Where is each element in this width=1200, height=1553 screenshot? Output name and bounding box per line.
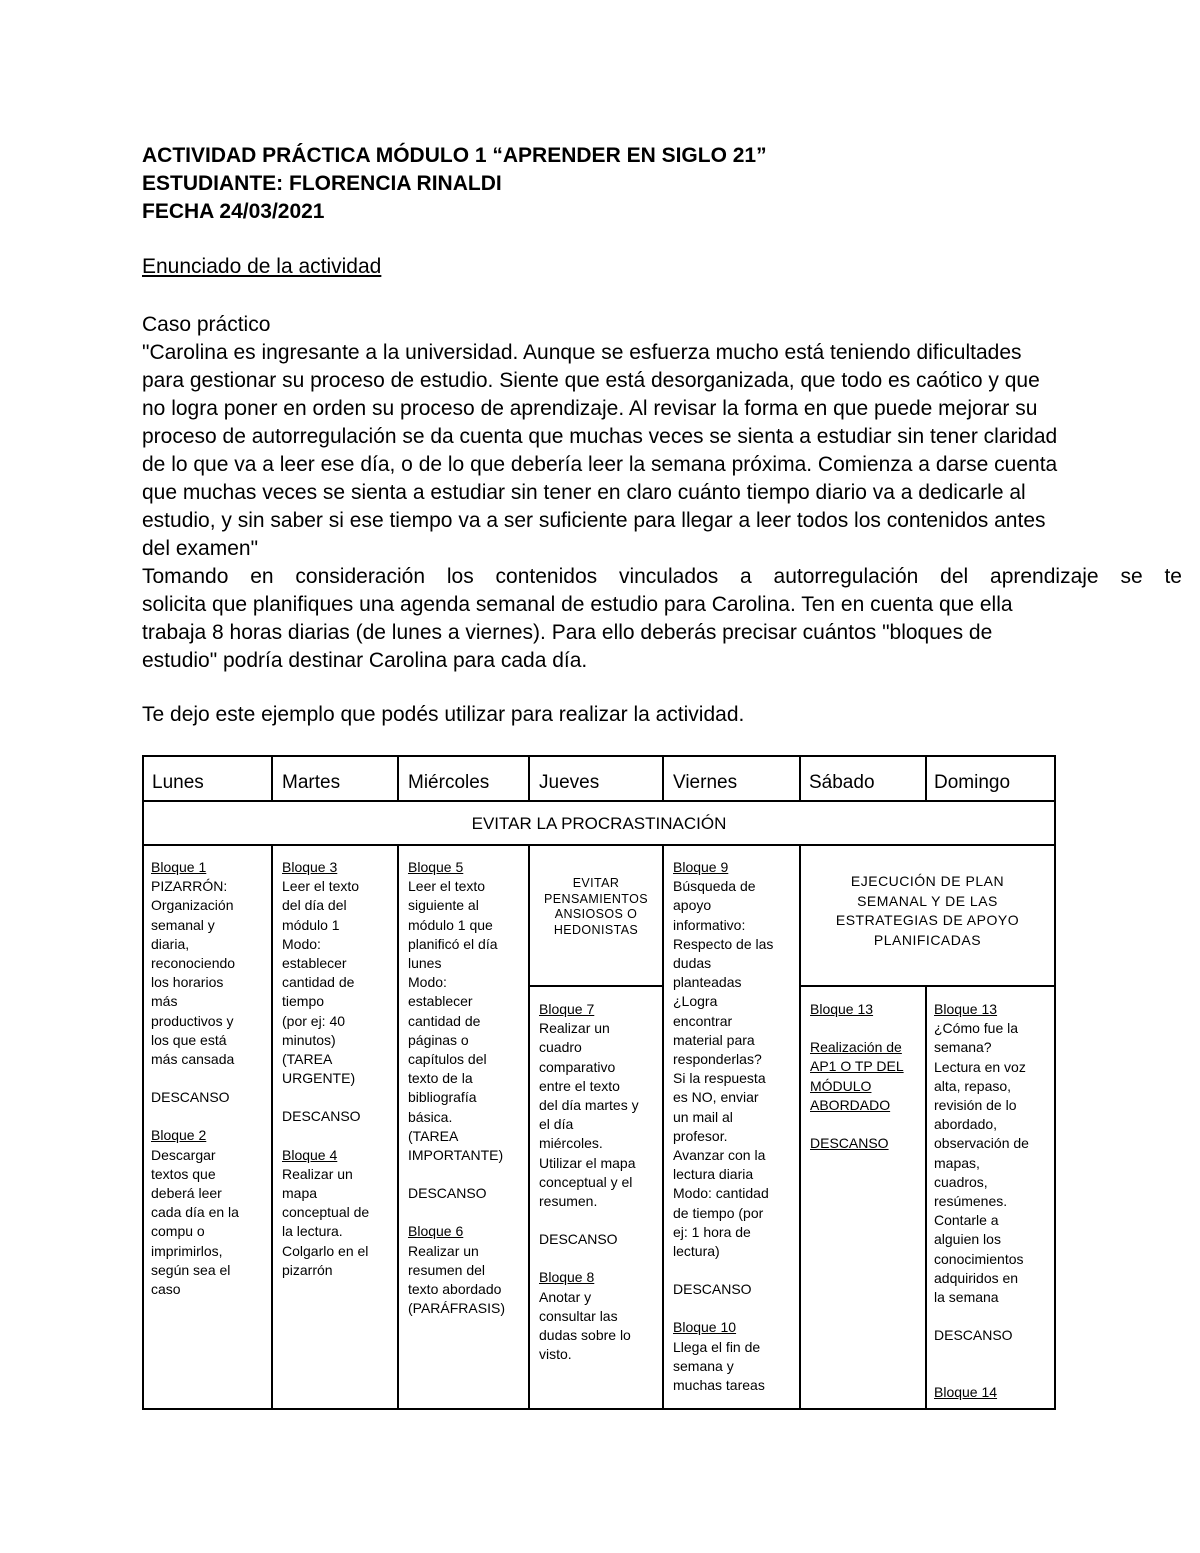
cell-line: capítulos del — [408, 1051, 487, 1068]
cell-line: un mail al — [673, 1108, 733, 1125]
cell-line: revisión de lo — [934, 1097, 1017, 1114]
cell-line: (TAREA — [282, 1051, 333, 1068]
cell-line: IMPORTANTE) — [408, 1147, 504, 1164]
case-title: Caso práctico — [142, 313, 271, 336]
day-header-miercoles: Miércoles — [408, 772, 490, 793]
cell-line: conocimientos — [934, 1250, 1024, 1267]
cell-line: reconociendo — [151, 955, 236, 972]
jueves-top-cell — [530, 876, 662, 938]
cell-line: planteadas — [673, 974, 742, 991]
cell-line: dudas — [673, 955, 712, 972]
cell-line: resumen del — [408, 1261, 486, 1278]
cell-line: URGENTE) — [282, 1070, 356, 1087]
cell-line: bibliografía — [408, 1089, 477, 1106]
cell-line: lectura) — [673, 1243, 720, 1260]
column-divider — [397, 757, 399, 1408]
descanso-label: DESCANSO — [673, 1281, 752, 1298]
cell-line: resúmenes. — [934, 1193, 1008, 1210]
cell-line: la semana — [934, 1289, 999, 1306]
cell-line: MÓDULO — [810, 1077, 872, 1094]
cell-line: cantidad de — [282, 974, 355, 991]
cell-line: más — [151, 993, 178, 1010]
enunciado-heading: Enunciado de la actividad — [142, 255, 382, 278]
quote-line: del examen" — [142, 537, 259, 560]
cell-line: (por ej: 40 — [282, 1012, 346, 1029]
cell-line: EJECUCIÓN DE PLAN — [850, 873, 1005, 889]
cell-line: alguien los — [934, 1231, 1001, 1248]
day-header-lunes: Lunes — [152, 772, 204, 793]
cell-line: Organización — [151, 897, 234, 914]
cell-line: del día del — [282, 897, 347, 914]
block-title: Bloque 7 — [539, 1001, 595, 1017]
block-title: Bloque 8 — [539, 1269, 595, 1286]
cell-line: ABORDADO — [810, 1096, 891, 1113]
quote-line: de lo que va a leer ese día, o de lo que debería leer la semana próxima. Comienza a darse cuenta — [142, 453, 1058, 476]
cell-line: los horarios — [151, 974, 224, 991]
cell-line: Anotar y — [539, 1288, 592, 1305]
ejemplo-text: Te dejo este ejemplo que podés utilizar para realizar la actividad. — [142, 703, 745, 726]
block-title: Bloque 4 — [282, 1146, 338, 1163]
cell-line: el día — [539, 1116, 574, 1133]
descanso-label: DESCANSO — [282, 1108, 361, 1125]
cell-line: lunes — [408, 955, 442, 972]
cell-line: ¿Logra — [673, 993, 718, 1010]
cell-line: material para — [673, 1031, 755, 1048]
cell-line: Modo: — [408, 974, 447, 991]
sabado-cell — [810, 1000, 922, 1153]
descanso-label: DESCANSO — [539, 1231, 618, 1248]
cell-line: deberá leer — [151, 1185, 222, 1202]
cell-line: PENSAMIENTOS — [544, 891, 648, 906]
cell-line: módulo 1 que — [408, 916, 493, 933]
student-name: ESTUDIANTE: FLORENCIA RINALDI — [142, 172, 502, 195]
cell-line: siguiente al — [408, 897, 479, 914]
cell-line: abordado, — [934, 1116, 998, 1133]
block-title: Bloque 10 — [673, 1319, 737, 1336]
quote-line: para gestionar su proceso de estudio. Siente que está desorganizada, que todo es caótico y que — [142, 369, 1040, 392]
cell-line: tiempo — [282, 993, 325, 1010]
cell-line: observación de — [934, 1135, 1029, 1152]
cell-line: comparativo — [539, 1058, 616, 1075]
cell-line: básica. — [408, 1108, 453, 1125]
cell-line: semana? — [934, 1039, 992, 1056]
procrastination-banner: EVITAR LA PROCRASTINACIÓN — [471, 814, 727, 833]
cell-line: cuadro — [539, 1039, 582, 1056]
case-study — [142, 311, 1182, 675]
task-line: estudio" podría destinar Carolina para cada día. — [142, 649, 588, 672]
cell-line: cantidad de — [408, 1012, 481, 1029]
document-title: ACTIVIDAD PRÁCTICA MÓDULO 1 “APRENDER EN SIGLO 21” — [142, 144, 767, 167]
cell-line: texto abordado — [408, 1281, 502, 1298]
cell-line: dudas sobre lo — [539, 1327, 631, 1344]
cell-line: Utilizar el mapa — [539, 1154, 636, 1171]
cell-line: semanal y — [151, 916, 215, 933]
cell-line: adquiridos en — [934, 1269, 1019, 1286]
miercoles-cell — [408, 858, 526, 1318]
cell-line: de tiempo (por — [673, 1204, 764, 1221]
cell-line: lectura diaria — [673, 1166, 754, 1183]
cell-line: diaria, — [151, 935, 190, 952]
cell-line: minutos) — [282, 1031, 336, 1048]
cell-line: más cansada — [151, 1051, 235, 1068]
block-title: Bloque 5 — [408, 859, 464, 875]
row-divider — [799, 985, 1054, 987]
cell-line: texto de la — [408, 1070, 473, 1087]
descanso-label: DESCANSO — [151, 1089, 230, 1106]
cell-line: conceptual y el — [539, 1173, 633, 1190]
cell-line: textos que — [151, 1165, 216, 1182]
cell-line: Realizar un — [539, 1020, 610, 1037]
cell-line: planificó el día — [408, 935, 498, 952]
cell-line: responderlas? — [673, 1051, 762, 1068]
column-divider — [271, 757, 273, 1408]
cell-line: profesor. — [673, 1127, 728, 1144]
cell-line: miércoles. — [539, 1135, 603, 1152]
cell-line: alta, repaso, — [934, 1077, 1012, 1094]
block-title: Bloque 6 — [408, 1223, 464, 1240]
cell-line: del día martes y — [539, 1097, 639, 1114]
block-title: Bloque 9 — [673, 859, 729, 875]
cell-line: establecer — [282, 955, 347, 972]
viernes-cell — [673, 858, 797, 1395]
block-title: Bloque 3 — [282, 859, 338, 875]
cell-line: Realización de — [810, 1039, 902, 1056]
cell-line: SEMANAL Y DE LAS — [857, 892, 998, 909]
cell-line: Búsqueda de — [673, 878, 756, 895]
quote-line: estudio, y sin saber si ese tiempo va a ser suficiente para llegar a leer todos los contenidos antes — [142, 509, 1046, 532]
cell-line: pizarrón — [282, 1261, 333, 1278]
cell-line: productivos y — [151, 1012, 234, 1029]
weekend-plan-header — [801, 872, 1054, 950]
cell-line: compu o — [151, 1223, 205, 1240]
cell-line: Leer el texto — [282, 878, 360, 895]
column-divider — [662, 757, 664, 1408]
column-divider — [528, 757, 530, 1408]
cell-line: ESTRATEGIAS DE APOYO — [835, 912, 1020, 928]
block-title: Bloque 13 — [810, 1001, 874, 1017]
cell-line: conceptual de — [282, 1204, 370, 1221]
cell-line: Contarle a — [934, 1212, 999, 1229]
cell-line: según sea el — [151, 1261, 231, 1278]
weekly-schedule-table — [142, 755, 1056, 1410]
cell-line: visto. — [539, 1346, 572, 1363]
day-header-sabado: Sábado — [809, 772, 875, 793]
descanso-label: DESCANSO — [408, 1185, 487, 1202]
cell-line: la lectura. — [282, 1223, 343, 1240]
lunes-cell — [151, 858, 269, 1299]
cell-line: HEDONISTAS — [553, 922, 639, 937]
block-title: Bloque 14 — [934, 1384, 998, 1401]
jueves-cell — [539, 1000, 661, 1364]
day-header-domingo: Domingo — [934, 772, 1011, 793]
cell-line: Colgarlo en el — [282, 1242, 369, 1259]
cell-line: ¿Cómo fue la — [934, 1020, 1019, 1037]
cell-line: encontrar — [673, 1012, 733, 1029]
cell-line: Avanzar con la — [673, 1147, 766, 1164]
domingo-cell — [934, 1000, 1052, 1403]
block-title: Bloque 13 — [934, 1001, 998, 1017]
cell-line: Si la respuesta — [673, 1070, 766, 1087]
quote-line: que muchas veces se sienta a estudiar sin tener en claro cuánto tiempo diario va a dedicarle al — [142, 481, 1026, 504]
block-title: Bloque 2 — [151, 1127, 207, 1144]
cell-line: Llega el fin de — [673, 1338, 761, 1355]
document-header — [142, 142, 767, 226]
cell-line: ANSIOSOS O — [554, 907, 638, 921]
cell-line: mapa — [282, 1185, 318, 1202]
day-header-jueves: Jueves — [539, 772, 600, 793]
quote-line: no logra poner en orden su proceso de aprendizaje. Al revisar la forma en que puede mejorar su — [142, 397, 1038, 420]
cell-line: Modo: — [282, 935, 321, 952]
day-header-martes: Martes — [282, 772, 341, 793]
quote-line: proceso de autorregulación se da cuenta que muchas veces se sienta a estudiar sin tener claridad — [142, 425, 1058, 448]
cell-line: (TAREA — [408, 1127, 459, 1144]
cell-line: semana y — [673, 1357, 734, 1374]
cell-line: informativo: — [673, 916, 746, 933]
cell-line: EVITAR — [572, 876, 620, 890]
cell-line: ej: 1 hora de — [673, 1223, 751, 1240]
cell-line: AP1 O TP DEL — [810, 1058, 904, 1075]
task-line: solicita que planifiques una agenda semanal de estudio para Carolina. Ten en cuenta que ella — [142, 593, 1013, 616]
task-line: trabaja 8 horas diarias (de lunes a viernes). Para ello deberás precisar cuántos "bloques de — [142, 621, 993, 644]
cell-line: cuadros, — [934, 1173, 988, 1190]
cell-line: Respecto de las — [673, 935, 774, 952]
cell-line: resumen. — [539, 1193, 598, 1210]
document-date: FECHA 24/03/2021 — [142, 200, 325, 223]
cell-line: Realizar un — [408, 1242, 479, 1259]
row-divider — [528, 985, 664, 987]
cell-line: (PARÁFRASIS) — [408, 1300, 505, 1317]
cell-line: módulo 1 — [282, 916, 340, 933]
block-title: Bloque 1 — [151, 859, 207, 875]
cell-line: los que está — [151, 1031, 227, 1048]
cell-line: caso — [151, 1281, 181, 1298]
martes-cell — [282, 858, 394, 1280]
cell-line: Modo: cantidad — [673, 1185, 769, 1202]
cell-line: PIZARRÓN: — [151, 878, 228, 895]
cell-line: Lectura en voz — [934, 1058, 1026, 1075]
cell-line: entre el texto — [539, 1077, 620, 1094]
cell-line: establecer — [408, 993, 473, 1010]
cell-line: mapas, — [934, 1154, 980, 1171]
task-line: Tomando en consideración los contenidos vinculados a autorregulación del aprendizaje se te — [142, 565, 1182, 588]
cell-line: consultar las — [539, 1307, 618, 1324]
cell-line: cada día en la — [151, 1204, 239, 1221]
cell-line: Descargar — [151, 1146, 216, 1163]
cell-line: es NO, enviar — [673, 1089, 759, 1106]
cell-line: apoyo — [673, 897, 712, 914]
quote-line: "Carolina es ingresante a la universidad. Aunque se esfuerza mucho está teniendo dificultades — [142, 341, 1022, 364]
cell-line: Realizar un — [282, 1165, 353, 1182]
cell-line: Leer el texto — [408, 878, 486, 895]
cell-line: páginas o — [408, 1031, 469, 1048]
day-header-viernes: Viernes — [673, 772, 738, 793]
descanso-label: DESCANSO — [810, 1135, 889, 1152]
cell-line: imprimirlos, — [151, 1242, 223, 1259]
cell-line: PLANIFICADAS — [873, 931, 982, 948]
descanso-label: DESCANSO — [934, 1327, 1013, 1344]
cell-line: muchas tareas — [673, 1377, 765, 1394]
